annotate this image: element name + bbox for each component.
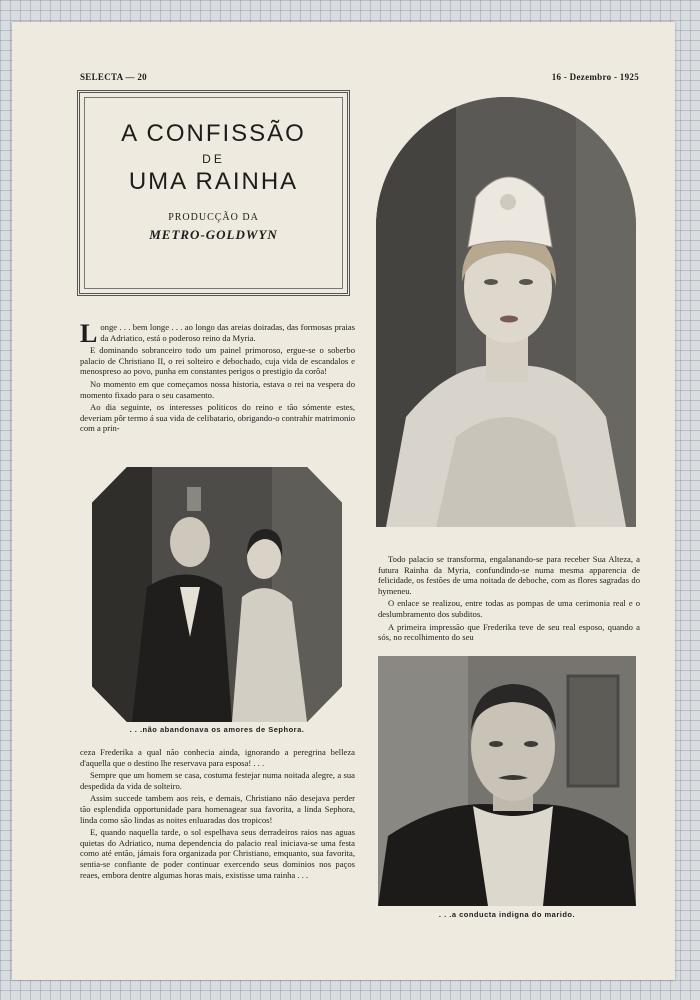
- magazine-page: [12, 22, 675, 980]
- production-label: PRODUCÇÃO DA: [168, 212, 259, 223]
- title-line-1: A CONFISSÃO: [121, 120, 306, 147]
- page-header-date: 16 - Dezembro - 1925: [551, 72, 639, 82]
- king-portrait-photo: [378, 656, 636, 906]
- paragraph: O enlace se realizou, entre todas as pompas de uma cerimonia real e o deslumbramento dos subditos.: [378, 598, 640, 619]
- paragraph: ceza Frederika a qual não conhecia ainda, ignorando a peregrina belleza d'aquella que o destino lhe reservava para esposa! . . .: [80, 747, 355, 768]
- page-header-left: SELECTA — 20: [80, 72, 147, 82]
- paragraph: No momento em que começamos nossa historia, estava o rei na vespera do momento fixado para o seu casamento.: [80, 378, 355, 400]
- paragraph: onge . . . bem longe . . . ao longo das areias doiradas, das formosas praias da Adriatico, está o poderoso reino da Myria.: [100, 322, 355, 343]
- couple-caption: . . .não abandonava os amores de Sephora.: [129, 725, 305, 734]
- title-inner: [84, 97, 343, 289]
- queen-portrait-photo: [376, 97, 636, 527]
- king-portrait-illustration: [378, 656, 636, 906]
- couple-illustration: [92, 467, 342, 722]
- paragraph: A primeira impressão que Frederika teve de seu real esposo, quando a sós, no recolhimento do seu: [378, 621, 640, 643]
- article-column-2: [80, 747, 355, 882]
- paragraph: E dominando sobranceiro todo um painel primoroso, ergue-se o soberbo palacio de Christiano II, o rei solteiro e debochado, cuja vida de escandalos e menospreso ao povo, punha em constantes perigos o prestigio da corôa!: [80, 345, 355, 377]
- paragraph: Assim succede tambem aos reis, e demais, Christiano não desejava perder tão esplendida opportunidade para homenagear sua favorita, a linda Sephora, linda como são lindas as noites enluaradas dos tropicos!: [80, 793, 355, 825]
- paragraph: Todo palacio se transforma, engalanando-se para receber Sua Alteza, a futura Rainha da Myria, confundindo-se numa mesma apparencia de felicidade, os festões de uma noitada de deboche, com as flores sagradas do hymeneu.: [378, 554, 640, 596]
- paragraph: Ao dia seguinte, os interesses politicos do reino e tão sómente estes, deveriam pôr termo á sua vida de celibatario, obrigando-o contrahir matrimonio com a prin-: [80, 402, 355, 434]
- title-line-3: UMA RAINHA: [128, 168, 299, 195]
- title-line-2: DE: [202, 152, 225, 166]
- drop-cap: L: [80, 319, 98, 348]
- studio-name: METRO-GOLDWYN: [149, 227, 278, 242]
- paragraph: Sempre que um homem se casa, costuma festejar numa noitada alegre, a sua despedida da vida de solteiro.: [80, 770, 355, 791]
- article-column-1: [80, 319, 355, 436]
- title-frame: [77, 90, 350, 296]
- couple-photo: [92, 467, 342, 722]
- king-caption: . . .a conducta indigna do marido.: [438, 910, 576, 919]
- article-column-3: [378, 554, 640, 645]
- paragraph: E, quando naquella tarde, o sol espelhava seus derradeiros raios nas aguas quietas do Adriatico, numa dependencia do palacio real iniciava-se uma festa como até então, jámais fora organizada por Christiano, emquanto, sua favorita, sentia-se confiante de poder continuar exercendo seus dominios nos paços reaes, embora dentre algumas horas mais, existisse uma rainha . . .: [80, 827, 355, 880]
- queen-portrait-illustration: [376, 97, 636, 527]
